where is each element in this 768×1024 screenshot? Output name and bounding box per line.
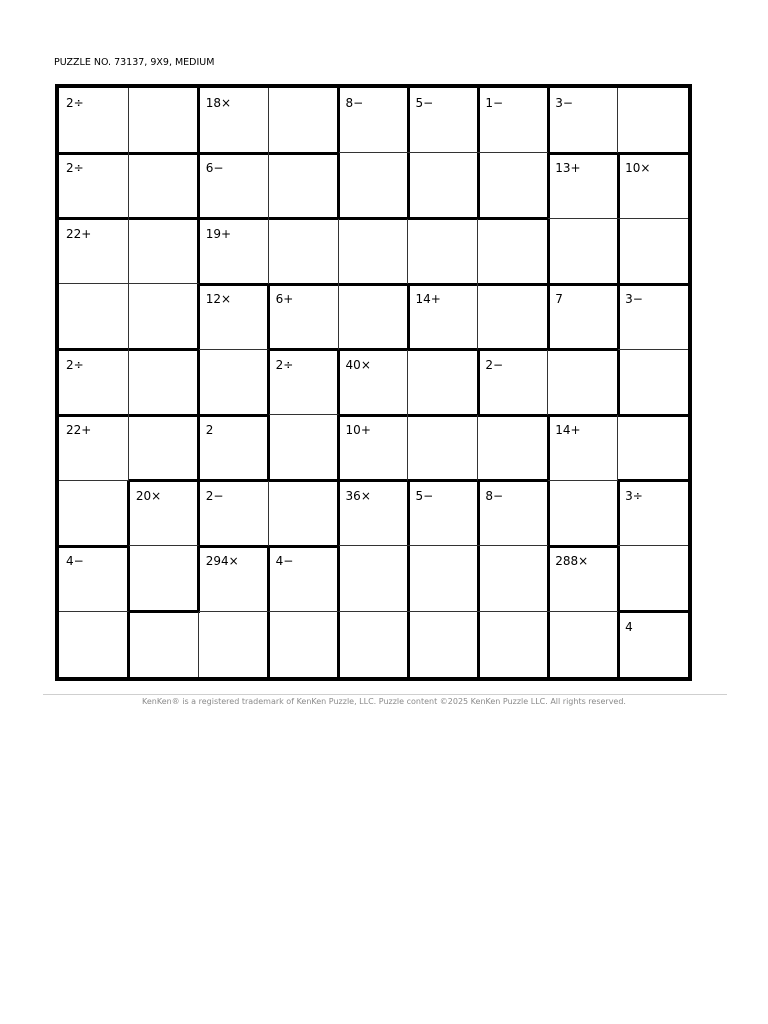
cage-clue: 288×	[555, 554, 589, 569]
kenken-grid	[55, 84, 692, 681]
cage-clue: 5−	[415, 96, 434, 110]
grid-cell[interactable]	[129, 546, 200, 613]
grid-cell[interactable]	[129, 350, 200, 417]
grid-cell[interactable]	[408, 350, 479, 417]
cage-clue: 10×	[625, 161, 651, 176]
cage-clue: 2÷	[66, 357, 84, 372]
grid-cell[interactable]	[478, 284, 549, 351]
cage-clue: 3−	[625, 292, 643, 307]
grid-cell[interactable]	[478, 546, 549, 611]
cage-clue: 5−	[415, 488, 434, 503]
grid-cell[interactable]	[548, 350, 619, 417]
cage-clue: 6−	[205, 161, 224, 176]
cage-clue: 4−	[275, 554, 294, 569]
grid-cell[interactable]	[129, 415, 200, 482]
grid-cell[interactable]	[269, 612, 340, 677]
grid-cell[interactable]	[408, 546, 479, 611]
cage-clue: 294×	[205, 554, 239, 569]
cage-clue: 7	[555, 292, 563, 307]
grid-cell[interactable]	[478, 415, 549, 482]
grid-cell[interactable]	[618, 350, 688, 417]
grid-cell[interactable]	[548, 219, 619, 286]
grid-cell[interactable]	[618, 546, 688, 613]
cage-clue: 14+	[555, 423, 581, 438]
cage-clue: 8−	[485, 488, 504, 503]
cage-clue: 2	[205, 423, 214, 438]
cage-clue: 2÷	[275, 357, 294, 372]
cage-clue: 40×	[345, 357, 371, 372]
cage-clue: 20×	[135, 488, 162, 503]
grid-cell[interactable]	[129, 612, 199, 677]
cage-clue: 19+	[205, 226, 232, 241]
cage-clue: 22+	[66, 423, 92, 438]
cage-clue: 36×	[345, 488, 371, 503]
cage-clue: 14+	[415, 292, 441, 307]
grid-cell[interactable]	[129, 153, 200, 220]
grid-cell[interactable]	[408, 415, 478, 482]
grid-cell[interactable]	[618, 415, 688, 482]
cage-clue: 4−	[66, 554, 84, 569]
cage-clue: 12×	[205, 292, 232, 307]
copyright-footer: KenKen® is a registered trademark of KenKen Puzzle, LLC. Puzzle content ©2025 KenKen Puzzle LLC. All rights reserved.	[142, 697, 626, 706]
grid-cell[interactable]	[339, 219, 409, 286]
grid-cell[interactable]	[339, 612, 410, 677]
grid-cell[interactable]	[129, 284, 200, 351]
grid-cell[interactable]	[269, 219, 339, 286]
puzzle-title: PUZZLE NO. 73137, 9X9, MEDIUM	[54, 57, 215, 68]
cage-clue: 18×	[205, 96, 232, 110]
cage-clue: 3−	[555, 96, 573, 110]
cage-clue: 22+	[66, 226, 92, 241]
grid-cell[interactable]	[199, 350, 270, 417]
grid-cell[interactable]	[129, 88, 200, 155]
grid-cell[interactable]	[408, 153, 479, 220]
grid-cell[interactable]	[618, 88, 688, 155]
cage-clue: 10+	[345, 423, 371, 438]
cage-clue: 1−	[485, 96, 504, 110]
grid-cell[interactable]	[269, 88, 340, 155]
cage-clue: 2÷	[66, 96, 84, 110]
grid-cell[interactable]	[59, 284, 129, 351]
cage-clue: 3÷	[625, 488, 643, 503]
grid-cell[interactable]	[129, 219, 200, 284]
grid-cell[interactable]	[548, 481, 619, 548]
grid-cell[interactable]	[339, 153, 410, 220]
cage-clue: 13+	[555, 161, 581, 176]
grid-cell[interactable]	[478, 612, 549, 677]
grid-cell[interactable]	[269, 415, 340, 482]
footer-divider	[43, 694, 727, 695]
cage-clue: 6+	[275, 292, 294, 307]
grid-cell[interactable]	[618, 219, 688, 286]
cage-clue: 8−	[345, 96, 364, 110]
grid-cell[interactable]	[269, 153, 340, 220]
grid-cell[interactable]	[339, 546, 410, 611]
grid-cell[interactable]	[269, 481, 340, 548]
grid-cell[interactable]	[199, 612, 270, 677]
grid-cell[interactable]	[478, 219, 549, 286]
grid-cell[interactable]	[59, 481, 130, 548]
cage-clue: 2−	[205, 488, 224, 503]
grid-cell[interactable]	[339, 284, 410, 351]
grid-cell[interactable]	[59, 612, 130, 677]
grid-cell[interactable]	[478, 153, 549, 220]
cage-clue: 4	[625, 619, 633, 634]
grid-cell[interactable]	[408, 612, 479, 677]
cage-clue: 2÷	[66, 161, 84, 176]
grid-cell[interactable]	[548, 612, 619, 677]
cage-clue: 2−	[485, 357, 504, 372]
grid-cell[interactable]	[408, 219, 478, 286]
